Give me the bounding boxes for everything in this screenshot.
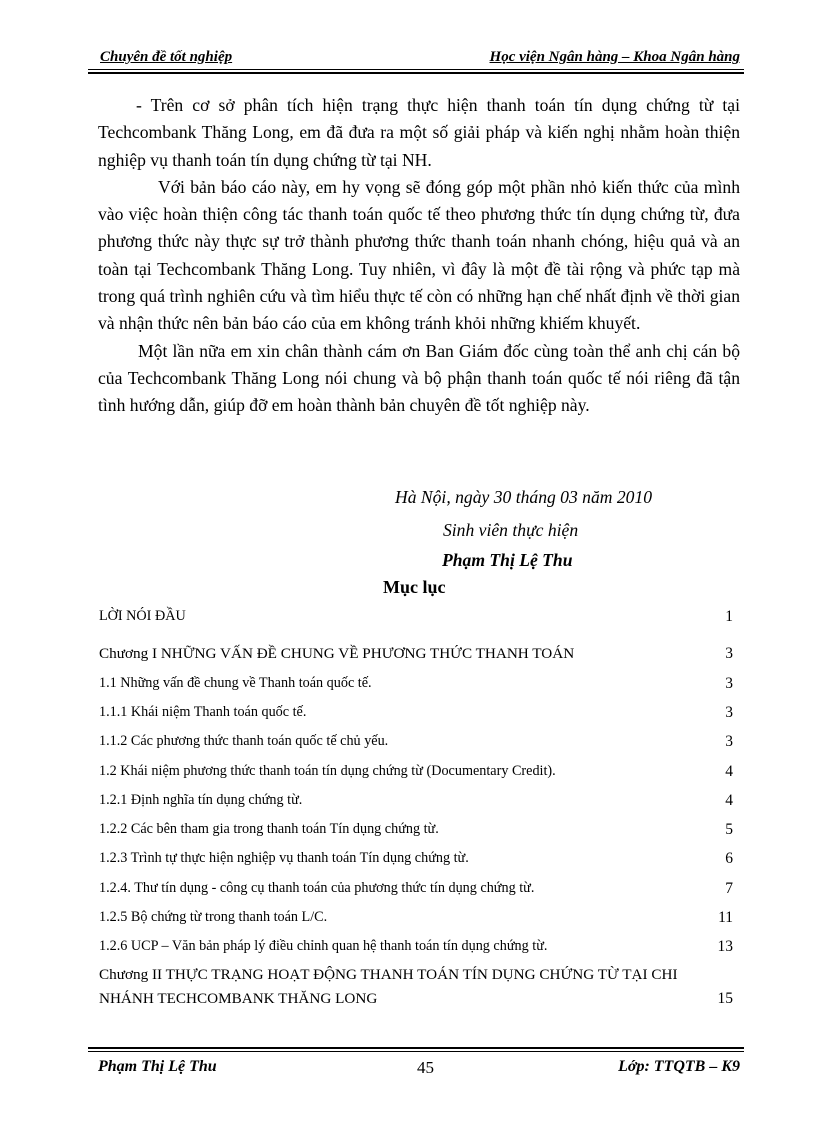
- toc-entry-text: Chương II THỰC TRẠNG HOẠT ĐỘNG THANH TOÁN TÍN DỤNG CHỨNG TỪ TẠI CHI: [99, 966, 678, 983]
- toc-entry[interactable]: [99, 608, 735, 636]
- body-paragraph: - Trên cơ sở phân tích hiện trạng thực hiện thanh toán tín dụng chứng từ tại Techcombank Thăng Long, em đã đưa ra một số giải pháp và kiến nghị nhằm hoàn thiện nghiệp vụ thanh toán tín dụng chứng từ tại NH.: [98, 95, 740, 170]
- toc-entry-page: 11: [718, 909, 733, 926]
- header-rule-thick: [88, 72, 744, 74]
- header-rule-thin: [88, 69, 744, 70]
- toc-entry-text: 1.2.5 Bộ chứng từ trong thanh toán L/C.: [99, 909, 328, 925]
- toc-entry-text: 1.2.4. Thư tín dụng - công cụ thanh toán của phương thức tín dụng chứng từ.: [99, 880, 535, 896]
- toc-entry[interactable]: [99, 938, 735, 966]
- toc-entry-text: 1.2.1 Định nghĩa tín dụng chứng từ.: [99, 792, 303, 808]
- toc-entry[interactable]: [99, 821, 735, 849]
- toc-entry-page: 3: [725, 704, 733, 721]
- toc-entry-page: 4: [725, 763, 733, 780]
- toc-entry-page: 3: [725, 733, 733, 750]
- body-paragraph: Với bản báo cáo này, em hy vọng sẽ đóng góp một phần nhỏ kiến thức của mình vào việc hoàn thiện công tác thanh toán quốc tế theo phương thức tín dụng chứng từ, đưa phương thức này thực sự trở thành phương thức thanh toán nhanh chóng, hiệu quả và an toàn tại Techcombank Thăng Long. Tuy nhiên, vì đây là một đề tài rộng và phức tạp mà trong quá trình nghiên cứu và tìm hiểu thực tế còn có những hạn chế nhất định về thời gian và nhận thức nên bản báo cáo của em không tránh khỏi những khiếm khuyết.: [98, 176, 740, 334]
- toc-entry-page: 5: [725, 821, 733, 838]
- toc-entry-page: 6: [725, 850, 733, 867]
- toc-entry-text: 1.2.6 UCP – Văn bản pháp lý điều chỉnh quan hệ thanh toán tín dụng chứng từ.: [99, 938, 548, 954]
- toc-entry-page: 3: [725, 675, 733, 692]
- page-header: [96, 47, 742, 67]
- toc-entry[interactable]: [99, 763, 735, 791]
- toc-entry-page: 15: [717, 990, 733, 1007]
- body-text: [98, 92, 740, 420]
- signature-role: Sinh viên thực hiện: [443, 520, 579, 540]
- toc-entry-page: 3: [725, 645, 733, 662]
- toc-entry-text: Chương I NHỮNG VẤN ĐỀ CHUNG VỀ PHƯƠNG THỨC THANH TOÁN: [99, 645, 575, 662]
- toc-entry[interactable]: [99, 909, 735, 937]
- header-right-title: Học viện Ngân hàng – Khoa Ngân hàng: [489, 49, 740, 65]
- toc-entry-page: 1: [725, 608, 733, 625]
- toc-entry-text: 1.1 Những vấn đề chung về Thanh toán quốc tế.: [99, 675, 372, 691]
- page-number: 45: [417, 1058, 434, 1077]
- toc-title: Mục lục: [383, 577, 446, 597]
- footer-rule-thin: [88, 1051, 744, 1052]
- body-paragraph: Một lần nữa em xin chân thành cám ơn Ban Giám đốc cùng toàn thể anh chị cán bộ của Techcombank Thăng Long nói chung và bộ phận thanh toán quốc tế nói riêng đã tận tình hướng dẫn, giúp đỡ em hoàn thành bản chuyên đề tốt nghiệp này.: [98, 340, 740, 416]
- toc-entry-text: 1.2.2 Các bên tham gia trong thanh toán Tín dụng chứng từ.: [99, 821, 439, 837]
- header-left-title: Chuyên đề tốt nghiệp: [100, 49, 233, 65]
- toc-entry[interactable]: [99, 792, 735, 820]
- toc-entry[interactable]: [99, 850, 735, 878]
- toc-entry-page: 13: [717, 938, 733, 955]
- toc-entry[interactable]: [99, 704, 735, 732]
- footer-class: Lớp: TTQTB – K9: [618, 1058, 740, 1075]
- toc-entry-text: LỜI NÓI ĐẦU: [99, 608, 186, 624]
- toc-entry[interactable]: [99, 675, 735, 703]
- signature-date: Hà Nội, ngày 30 tháng 03 năm 2010: [395, 487, 653, 507]
- toc-entry[interactable]: [99, 645, 735, 673]
- footer-author: Phạm Thị Lệ Thu: [98, 1058, 217, 1075]
- toc-entry-text: NHÁNH TECHCOMBANK THĂNG LONG: [99, 990, 378, 1007]
- footer-rule-thick: [88, 1047, 744, 1049]
- page-footer: [96, 1058, 742, 1080]
- toc-entry[interactable]: [99, 733, 735, 761]
- toc-entry-text: 1.2.3 Trình tự thực hiện nghiệp vụ thanh toán Tín dụng chứng từ.: [99, 850, 469, 866]
- toc-entry-page: 4: [725, 792, 733, 809]
- toc-entry-text: 1.1.2 Các phương thức thanh toán quốc tế chủ yếu.: [99, 733, 389, 749]
- toc-entry-page: 7: [725, 880, 733, 897]
- signature-name: Phạm Thị Lệ Thu: [442, 550, 573, 570]
- toc-entry-text: 1.1.1 Khái niệm Thanh toán quốc tế.: [99, 704, 307, 720]
- toc-entry-text: 1.2 Khái niệm phương thức thanh toán tín dụng chứng từ (Documentary Credit).: [99, 763, 556, 779]
- toc-entry[interactable]: [99, 990, 735, 1018]
- toc-entry[interactable]: [99, 880, 735, 908]
